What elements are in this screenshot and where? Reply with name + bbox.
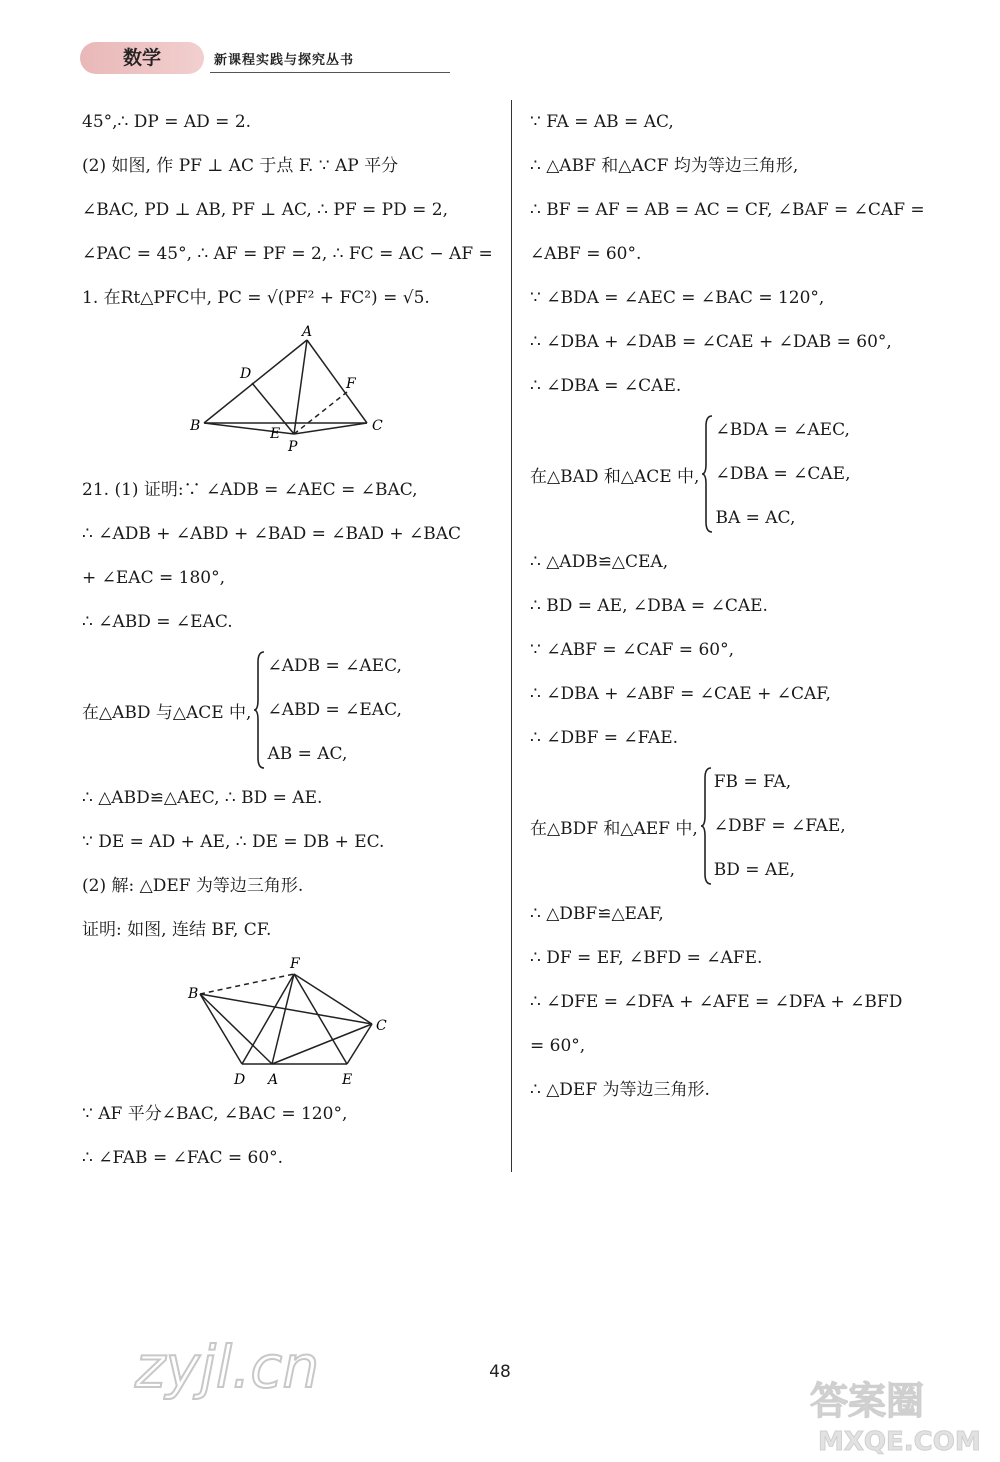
figure-1 xyxy=(82,320,492,468)
subject-tab: 数学 xyxy=(80,42,204,74)
text-line: ∴ △ABD≌△AEC, ∴ BD = AE. xyxy=(82,788,323,808)
text-line: ∴ BF = AF = AB = AC = CF, ∠BAF = ∠CAF = xyxy=(530,200,925,220)
text-line: + ∠EAC = 180°, xyxy=(82,568,225,588)
text-line: ∴ ∠DBA + ∠DAB = ∠CAE + ∠DAB = 60°, xyxy=(530,332,892,352)
svg-text:答案圈: 答案圈 xyxy=(810,1379,925,1423)
system-label: 在△BAD 和△ACE 中, xyxy=(530,466,700,487)
text-line: ∴ ∠FAB = ∠FAC = 60°. xyxy=(82,1148,284,1168)
text-line: 1. 在Rt△PFC中, PC = √(PF² + FC²) = √5. xyxy=(82,288,430,308)
right-column xyxy=(530,100,950,1112)
equation-system-3 xyxy=(530,760,950,892)
text-line: ∠BAC, PD ⊥ AB, PF ⊥ AC, ∴ PF = PD = 2, xyxy=(82,200,449,220)
text-line: ∴ △DBF≌△EAF, xyxy=(530,904,664,924)
text-line: 证明: 如图, 连结 BF, CF. xyxy=(82,920,272,940)
brace-icon xyxy=(253,650,265,770)
text-line: ∴ ∠DBF = ∠FAE. xyxy=(530,728,679,748)
left-column xyxy=(82,100,492,1180)
label-B: B xyxy=(188,986,199,1002)
svg-text:zyjl.cn: zyjl.cn xyxy=(135,1333,320,1401)
column-divider xyxy=(511,100,512,1172)
header-underline xyxy=(210,72,450,73)
text-line: 21. (1) 证明:∵ ∠ADB = ∠AEC = ∠BAC, xyxy=(82,480,418,500)
text-line: ∴ △ABF 和△ACF 均为等边三角形, xyxy=(530,156,799,176)
text-line: ∵ ∠BDA = ∠AEC = ∠BAC = 120°, xyxy=(530,288,825,308)
system-row: BA = AC, xyxy=(715,508,796,528)
system-row: FB = FA, xyxy=(713,772,792,792)
brace-icon xyxy=(700,766,712,886)
text-line: 45°,∴ DP = AD = 2. xyxy=(82,112,252,132)
text-line: ∵ DE = AD + AE, ∴ DE = DB + EC. xyxy=(82,832,385,852)
brace-icon xyxy=(701,414,713,534)
system-row: AB = AC, xyxy=(267,744,348,764)
system-row: ∠DBA = ∠CAE, xyxy=(715,464,851,484)
text-line: ∵ AF 平分∠BAC, ∠BAC = 120°, xyxy=(82,1104,348,1124)
text-line: (2) 解: △DEF 为等边三角形. xyxy=(82,876,304,896)
label-E: E xyxy=(270,426,281,442)
text-line: ∴ BD = AE, ∠DBA = ∠CAE. xyxy=(530,596,768,616)
system-label: 在△ABD 与△ACE 中, xyxy=(82,702,252,723)
watermark-zyjl xyxy=(130,1325,380,1405)
series-title: 新课程实践与探究丛书 xyxy=(214,53,355,68)
text-line: (2) 如图, 作 PF ⊥ AC 于点 F. ∵ AP 平分 xyxy=(82,156,399,176)
equation-system-1 xyxy=(82,644,492,776)
system-row: ∠BDA = ∠AEC, xyxy=(715,420,850,440)
system-body xyxy=(714,760,846,892)
page-number: 48 xyxy=(489,1362,511,1382)
text-line: ∴ ∠ABD = ∠EAC. xyxy=(82,612,233,632)
system-row: BD = AE, xyxy=(713,860,796,880)
page-header xyxy=(80,42,370,76)
label-F: F xyxy=(290,956,300,972)
label-P: P xyxy=(288,439,298,455)
system-body xyxy=(267,644,401,776)
text-line: = 60°, xyxy=(530,1036,586,1056)
figure-2 xyxy=(82,952,492,1092)
system-row: ∠ADB = ∠AEC, xyxy=(267,656,402,676)
text-line: ∴ △DEF 为等边三角形. xyxy=(530,1080,710,1100)
label-D: D xyxy=(240,366,252,382)
text-line: ∴ △ADB≌△CEA, xyxy=(530,552,669,572)
label-D: D xyxy=(234,1072,246,1088)
svg-text:MXQE.COM: MXQE.COM xyxy=(818,1427,981,1457)
system-row: ∠DBF = ∠FAE, xyxy=(713,816,846,836)
text-line: ∠ABF = 60°. xyxy=(530,244,642,264)
label-E: E xyxy=(342,1072,353,1088)
label-C: C xyxy=(376,1018,387,1034)
label-A: A xyxy=(302,324,313,340)
system-label: 在△BDF 和△AEF 中, xyxy=(530,818,698,839)
equation-system-2 xyxy=(530,408,950,540)
text-line: ∵ FA = AB = AC, xyxy=(530,112,674,132)
text-line: ∴ ∠ADB + ∠ABD + ∠BAD = ∠BAD + ∠BAC xyxy=(82,524,462,544)
text-line: ∴ ∠DBA + ∠ABF = ∠CAE + ∠CAF, xyxy=(530,684,831,704)
watermark-logo xyxy=(790,1372,990,1457)
text-line: ∴ ∠DFE = ∠DFA + ∠AFE = ∠DFA + ∠BFD xyxy=(530,992,903,1012)
text-line: ∵ ∠ABF = ∠CAF = 60°, xyxy=(530,640,734,660)
label-F: F xyxy=(346,376,356,392)
text-line: ∴ DF = EF, ∠BFD = ∠AFE. xyxy=(530,948,763,968)
label-A: A xyxy=(268,1072,279,1088)
system-body xyxy=(715,408,850,540)
text-line: ∴ ∠DBA = ∠CAE. xyxy=(530,376,682,396)
system-row: ∠ABD = ∠EAC, xyxy=(267,700,402,720)
text-line: ∠PAC = 45°, ∴ AF = PF = 2, ∴ FC = AC − AF = xyxy=(82,244,493,264)
label-C: C xyxy=(372,418,383,434)
label-B: B xyxy=(190,418,201,434)
